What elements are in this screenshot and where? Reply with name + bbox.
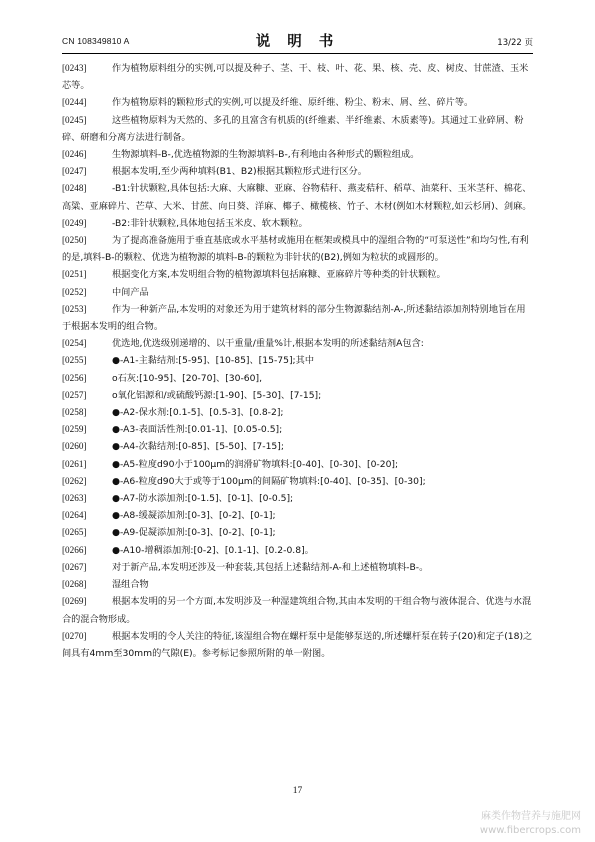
paragraph-text: 作为植物原料的颗粒形式的实例,可以提及纤维、原纤维、粉尘、粉末、屑、丝、碎片等。 bbox=[112, 97, 474, 109]
paragraph-number: [0248] bbox=[62, 183, 87, 194]
paragraph-text: ●-A1-主黏结剂:[5-95]、[10-85]、[15-75];其中 bbox=[112, 355, 315, 367]
paragraph-text: 湿组合物 bbox=[112, 579, 149, 591]
page-number: 17 bbox=[292, 786, 303, 796]
paragraph-number: [0263] bbox=[62, 493, 87, 504]
paragraph-text: 中间产品 bbox=[112, 286, 149, 298]
paragraph bbox=[62, 215, 534, 232]
paragraph-number: [0245] bbox=[62, 114, 87, 125]
paragraph-number: [0253] bbox=[62, 303, 87, 314]
paragraph bbox=[62, 232, 534, 266]
paragraph bbox=[62, 163, 534, 180]
paragraph-number: [0255] bbox=[62, 355, 87, 366]
paragraph bbox=[62, 542, 534, 559]
paragraph-number: [0258] bbox=[62, 407, 87, 418]
paragraph-text: ●-A9-促凝添加剂:[0-3]、[0-2]、[0-1]; bbox=[112, 527, 276, 539]
paragraph bbox=[62, 559, 534, 576]
paragraph bbox=[62, 387, 534, 404]
paragraph-text: ●-A10-增稠添加剂:[0-2]、[0.1-1]、[0.2-0.8]。 bbox=[112, 544, 314, 556]
paragraph-text: ●-A7-防水添加剂:[0-1.5]、[0-1]、[0-0.5]; bbox=[112, 493, 294, 505]
paragraph-number: [0261] bbox=[62, 458, 87, 469]
paragraph bbox=[62, 593, 534, 627]
paragraph-text: ●-A8-缓凝添加剂:[0-3]、[0-2]、[0-1]; bbox=[112, 510, 276, 522]
paragraph bbox=[62, 284, 534, 301]
paragraph-text: 这些植物原料为天然的、多孔的且富含有机质的(纤维素、半纤维素、木质素等)。其通过工业碎屑、粉碎、研磨和分离方法进行制备。 bbox=[62, 114, 524, 143]
paragraph-text: o石灰:[10-95]、[20-70]、[30-60], bbox=[112, 372, 262, 384]
page-header bbox=[62, 30, 533, 50]
paragraph-text: 对于新产品,本发明还涉及一种套装,其包括上述黏结剂-A-和上述植物填料-B-。 bbox=[112, 561, 429, 573]
paragraph-text: -B2:非针状颗粒,具体地包括玉米皮、软木颗粒。 bbox=[112, 217, 308, 229]
paragraph-number: [0260] bbox=[62, 441, 87, 452]
paragraph-number: [0250] bbox=[62, 235, 87, 246]
watermark-name: 麻类作物营养与施肥网 bbox=[481, 811, 581, 822]
document-body bbox=[62, 60, 534, 662]
paragraph-number: [0257] bbox=[62, 389, 87, 400]
paragraph bbox=[62, 352, 534, 369]
paragraph-text: 优选地,优选级别递增的、以干重量/重量%计,根据本发明的所述黏结剂A包含: bbox=[112, 338, 424, 350]
paragraph bbox=[62, 266, 534, 283]
paragraph-number: [0243] bbox=[62, 63, 87, 73]
paragraph-text: -B1:针状颗粒,具体包括:大麻、大麻糠、亚麻、谷物秸秆、燕麦秸秆、稻草、油菜秆、玉米茎秆、棉花、高粱、亚麻碎片、芒草、大米、甘蔗、向日葵、洋麻、椰子、橄榄核、竹子、木材(例如木材颗粒,如云杉屑)、剑麻。 bbox=[62, 183, 532, 212]
paragraph-number: [0267] bbox=[62, 561, 87, 572]
paragraph-number: [0269] bbox=[62, 596, 87, 607]
paragraph-text: ●-A6-粒度d90大于或等于100μm的间隔矿物填料:[0-40]、[0-35]、[0-30]; bbox=[112, 475, 426, 487]
paragraph-number: [0244] bbox=[62, 97, 87, 108]
paragraph-number: [0256] bbox=[62, 372, 87, 383]
paragraph bbox=[62, 576, 534, 593]
paragraph-text: 为了提高准备施用于垂直基底或水平基材或施用在框架或模具中的湿组合物的“可泵送性”和均匀性,有利的是,填料-B-的颗粒、优选为植物源的填料-B-的颗粒为非针状的(B2),例如为粒状的或圆形的。 bbox=[62, 235, 529, 264]
page-indicator: 13/22 页 bbox=[497, 38, 533, 48]
paragraph-number: [0251] bbox=[62, 269, 87, 280]
paragraph-number: [0254] bbox=[62, 338, 87, 349]
paragraph-number: [0262] bbox=[62, 475, 87, 486]
paragraph-number: [0252] bbox=[62, 286, 87, 297]
paragraph bbox=[62, 180, 534, 214]
paragraph bbox=[62, 473, 534, 490]
watermark bbox=[480, 810, 581, 838]
paragraph-text: ●-A2-保水剂:[0.1-5]、[0.5-3]、[0.8-2]; bbox=[112, 407, 284, 419]
paragraph-text: 根据本发明,至少两种填料(B1、B2)根据其颗粒形式进行区分。 bbox=[112, 166, 367, 178]
paragraph-number: [0247] bbox=[62, 166, 87, 177]
paragraph-text: 根据本发明的另一个方面,本发明涉及一种湿建筑组合物,其由本发明的干组合物与液体混合、优选与水混合的混合物形成。 bbox=[62, 596, 532, 625]
paragraph-number: [0246] bbox=[62, 149, 87, 160]
paragraph bbox=[62, 421, 534, 438]
paragraph bbox=[62, 507, 534, 524]
paragraph bbox=[62, 524, 534, 541]
paragraph-text: 生物源填料-B-,优选植物源的生物源填料-B-,有利地由各种形式的颗粒组成。 bbox=[112, 149, 420, 161]
paragraph-number: [0268] bbox=[62, 579, 87, 590]
paragraph bbox=[62, 490, 534, 507]
paragraph-text: 作为一种新产品,本发明的对象还为用于建筑材料的部分生物源黏结剂-A-,所述黏结添加剂特别地旨在用于根据本发明的组合物。 bbox=[62, 303, 526, 333]
paragraph-number: [0265] bbox=[62, 527, 87, 538]
paragraph-number: [0249] bbox=[62, 217, 87, 228]
paragraph-text: ●-A5-粒度d90小于100μm的润滑矿物填料:[0-40]、[0-30]、[0-20]; bbox=[112, 458, 399, 470]
paragraph bbox=[62, 94, 534, 111]
patent-number: CN 108349810 A bbox=[62, 36, 130, 46]
paragraph bbox=[62, 335, 534, 352]
paragraph-text: ●-A3-表面活性剂:[0.01-1]、[0.05-0.5]; bbox=[112, 424, 283, 436]
paragraph-text: 根据本发明的令人关注的特征,该湿组合物在螺杆泵中是能够泵送的,所述螺杆泵在转子(20)和定子(18)之间具有4mm至30mm的气隙(E)。参考标记参照所附的单一附图。 bbox=[62, 630, 533, 659]
paragraph bbox=[62, 404, 534, 421]
paragraph-text: ●-A4-次黏结剂:[0-85]、[5-50]、[7-15]; bbox=[112, 441, 284, 453]
paragraph bbox=[62, 301, 534, 335]
paragraph-number: [0266] bbox=[62, 544, 87, 555]
paragraph-number: [0270] bbox=[62, 630, 87, 641]
paragraph-text: o氧化铝源和/或硫酸钙源:[1-90]、[5-30]、[7-15]; bbox=[112, 389, 322, 401]
paragraph bbox=[62, 628, 534, 662]
document-title: 说 明 书 bbox=[255, 34, 340, 50]
paragraph-text: 作为植物原料组分的实例,可以提及种子、茎、干、枝、叶、花、果、核、壳、皮、树皮、甘蔗渣、玉米芯等。 bbox=[62, 63, 529, 92]
watermark-url: www.fibercrops.com bbox=[479, 825, 581, 836]
paragraph bbox=[62, 438, 534, 455]
paragraph-number: [0264] bbox=[62, 510, 87, 521]
paragraph bbox=[62, 370, 534, 387]
paragraph bbox=[62, 112, 534, 146]
paragraph bbox=[62, 456, 534, 473]
paragraph bbox=[62, 60, 534, 94]
header-rule bbox=[62, 53, 533, 54]
paragraph-text: 根据变化方案,本发明组合物的植物源填料包括麻糠、亚麻碎片等种类的针状颗粒。 bbox=[112, 269, 446, 281]
paragraph-number: [0259] bbox=[62, 424, 87, 435]
paragraph bbox=[62, 146, 534, 163]
